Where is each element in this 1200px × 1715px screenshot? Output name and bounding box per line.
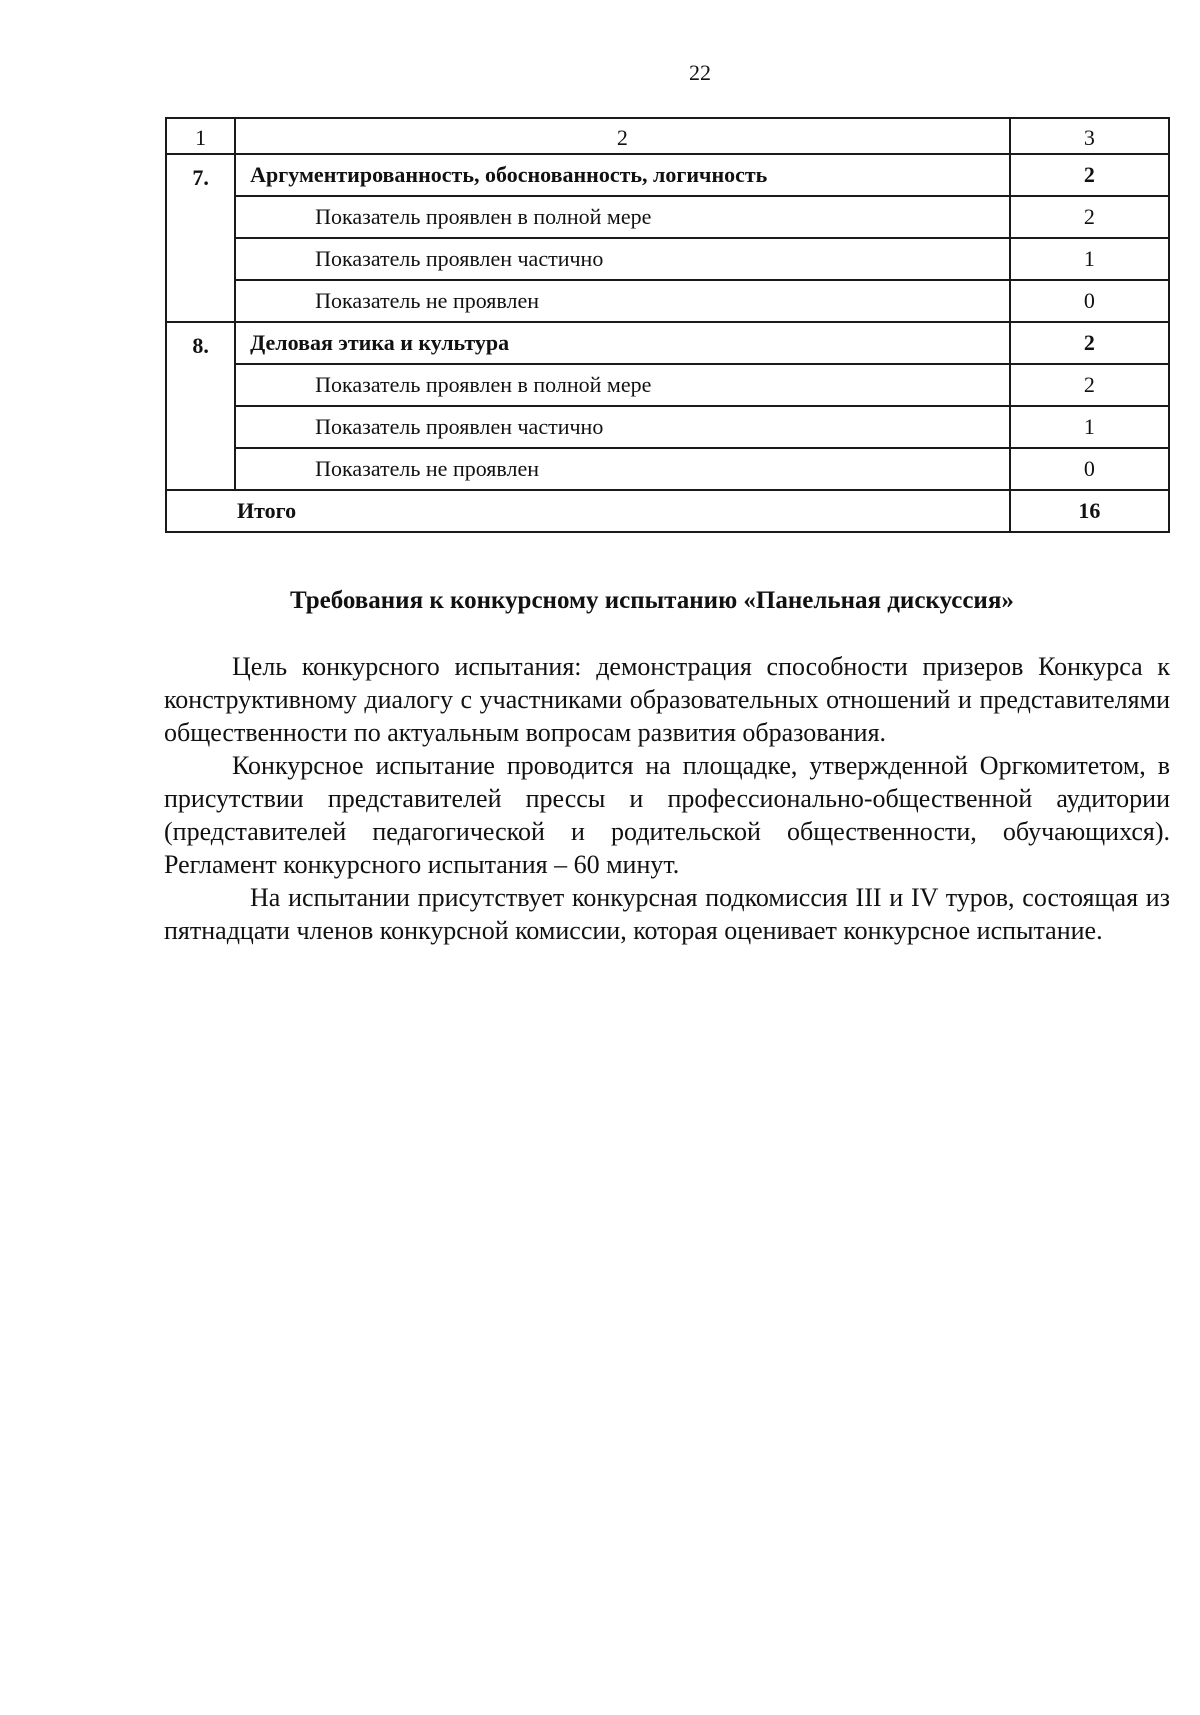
- paragraph-venue: Конкурсное испытание проводится на площадке, утвержденной Оргкомитетом, в присутствии представителей прессы и профессионально-общественной аудитории (представителей педагогической и родительской общественности, обучающихся). Регламент конкурсного испытания – 60 минут.: [164, 751, 1170, 879]
- indicator-label: Показатель не проявлен: [235, 448, 1010, 490]
- indicator-label: Показатель проявлен частично: [235, 238, 1010, 280]
- header-cell-3: 3: [1010, 118, 1169, 154]
- paragraph-goal: Цель конкурсного испытания: демонстрация способности призеров Конкурса к конструктивному диалогу с участниками образовательных отношений и представителями общественности по актуальным вопросам развития образования.: [164, 652, 1170, 747]
- total-row: [166, 490, 1169, 532]
- indicator-row: [166, 280, 1169, 322]
- indicator-label: Показатель проявлен частично: [235, 406, 1010, 448]
- header-cell-1: 1: [166, 118, 235, 154]
- indicator-score: 0: [1010, 280, 1169, 322]
- header-cell-2: 2: [235, 118, 1010, 154]
- indicator-label: Показатель не проявлен: [235, 280, 1010, 322]
- indicator-score: 2: [1010, 196, 1169, 238]
- criterion-max-score: 2: [1010, 322, 1169, 364]
- criterion-title: Аргументированность, обоснованность, логичность: [235, 154, 1010, 196]
- criterion-number: 7.: [166, 154, 235, 322]
- indicator-row: [166, 448, 1169, 490]
- page-number: 22: [689, 60, 711, 85]
- indicator-score: 2: [1010, 364, 1169, 406]
- indicator-score: 1: [1010, 238, 1169, 280]
- section-heading: Требования к конкурсному испытанию «Панельная дискуссия»: [290, 587, 1014, 614]
- paragraph-commission: На испытании присутствует конкурсная подкомиссия III и IV туров, состоящая из пятнадцати членов конкурсной комиссии, которая оценивает конкурсное испытание.: [164, 883, 1170, 945]
- indicator-score: 1: [1010, 406, 1169, 448]
- criterion-number: 8.: [166, 322, 235, 490]
- criteria-table: [165, 117, 1170, 533]
- indicator-label: Показатель проявлен в полной мере: [235, 196, 1010, 238]
- indicator-score: 0: [1010, 448, 1169, 490]
- indicator-row: [166, 364, 1169, 406]
- indicator-row: [166, 196, 1169, 238]
- criterion-row-7: [166, 154, 1169, 196]
- criterion-max-score: 2: [1010, 154, 1169, 196]
- indicator-label: Показатель проявлен в полной мере: [235, 364, 1010, 406]
- criterion-row-8: [166, 322, 1169, 364]
- criterion-title: Деловая этика и культура: [235, 322, 1010, 364]
- body-text: [164, 650, 1170, 947]
- indicator-row: [166, 406, 1169, 448]
- total-label: Итого: [166, 490, 1010, 532]
- indicator-row: [166, 238, 1169, 280]
- total-score: 16: [1010, 490, 1169, 532]
- table-header-row: [166, 118, 1169, 154]
